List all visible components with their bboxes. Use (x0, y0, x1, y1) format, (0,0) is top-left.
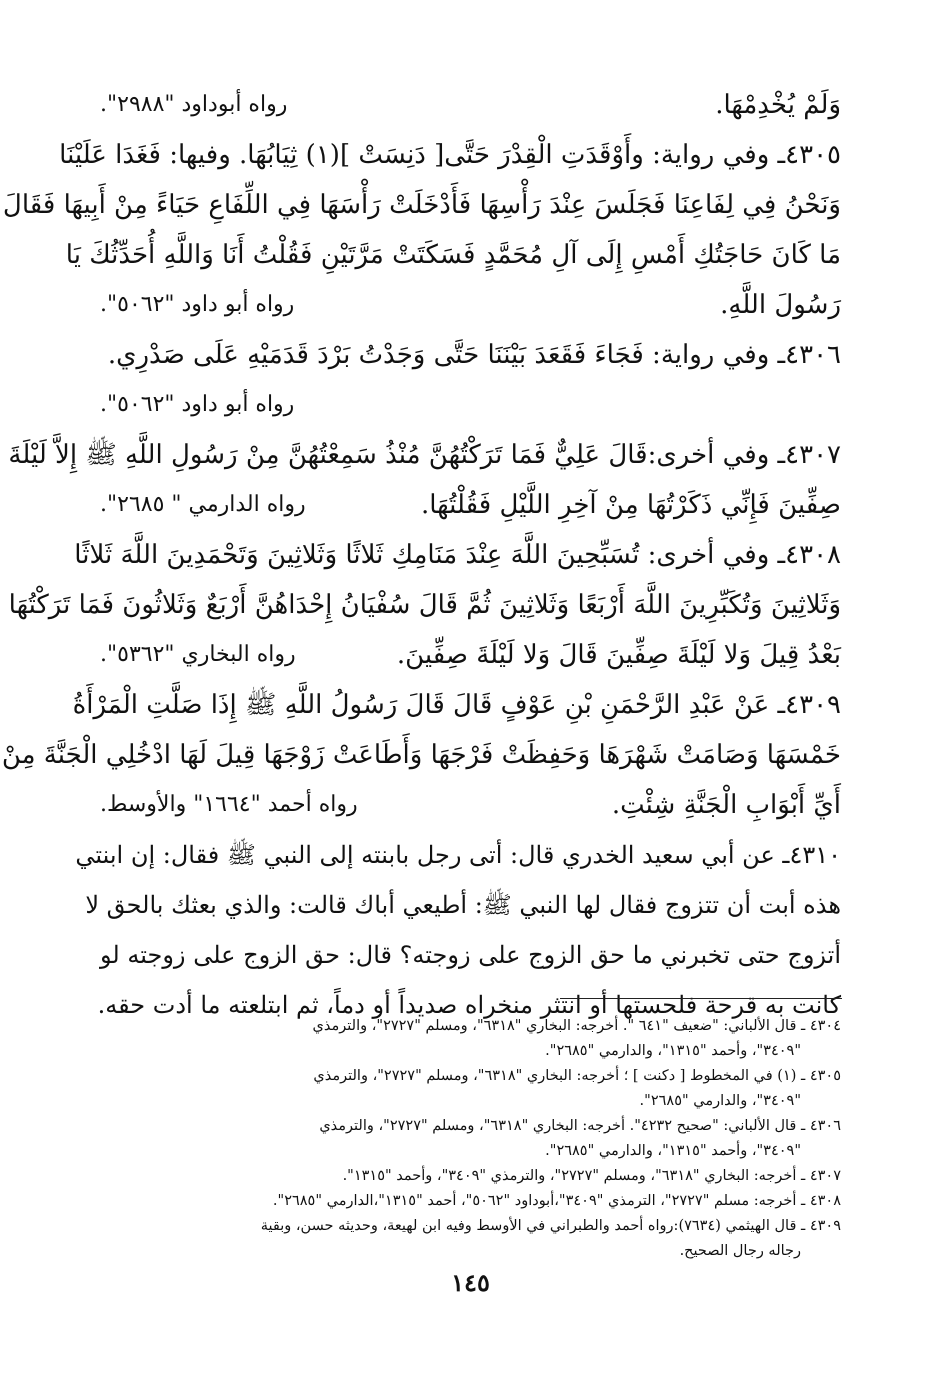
entry-4305-line-1: ٤٣٠٥ـ وفي رواية: وأَوْقَدَتِ الْقِدْرَ حَتَّى[ دَنِسَتْ ](١) ثِيَابُهَا. وفيها: فَغَدَا عَلَيْنَا (59, 140, 841, 170)
footnote-4308-line-1: ٤٣٠٨ ـ أخرجه: مسلم "٢٧٢٧"، الترمذي "٣٤٠٩"،أبوداود "٥٠٦٢"، أحمد "١٣١٥"،الدارمي "٢٦٨٥". (272, 1193, 841, 1209)
hadith-reference: رواه أبو داود "٥٠٦٢". (100, 292, 295, 317)
entry-4305-line-2: وَنَحْنُ فِي لِفَاعِنَا فَجَلَسَ عِنْدَ رَأْسِهَا فَأَدْخَلَتْ رَأْسَهَا فِي اللِّفَاعِ حَيَاءً مِنْ أَبِيهَا فَقَالَ (2, 190, 841, 220)
entry-4308-line-1: ٤٣٠٨ـ وفي أخرى: تُسَبِّحِينَ اللَّهَ عِنْدَ مَنَامِكِ ثَلاثًا وَثَلاثِينَ وَتَحْمَدِينَ اللَّهَ ثَلاثًا (74, 540, 841, 570)
hadith-text: رَسُولَ اللَّهِ. (720, 290, 841, 320)
hadith-reference: رواه أحمد "١٦٦٤" والأوسط. (100, 792, 358, 817)
footnote-4305-line-1: ٤٣٠٥ ـ (١) في المخطوط [ دكنت ] ؛ أخرجه: البخاري "٦٣١٨"، ومسلم "٢٧٢٧"، والترمذي (313, 1068, 841, 1084)
footnote-separator (560, 998, 842, 999)
entry-4309-line-2: خَمْسَهَا وَصَامَتْ شَهْرَهَا وَحَفِظَتْ فَرْجَهَا وَأَطَاعَتْ زَوْجَهَا قِيلَ لَهَا ادْخُلِي الْجَنَّةَ مِنْ (1, 740, 841, 770)
entry-4308-line-2: وَثَلاثِينَ وَتُكَبِّرِينَ اللَّهَ أَرْبَعًا وَثَلاثِينَ ثُمَّ قَالَ سُفْيَانُ إِحْدَاهُنَّ أَرْبَعٌ وَثَلاثُونَ فَمَا تَرَكْتُهَا (8, 590, 841, 620)
footnote-4307-line-1: ٤٣٠٧ ـ أخرجه: البخاري "٦٣١٨"، ومسلم "٢٧٢٧"، والترمذي "٣٤٠٩"، وأحمد "١٣١٥". (342, 1168, 841, 1184)
footnotes (110, 1014, 841, 1264)
hadith-entries (1, 80, 841, 1030)
footnote-4305-line-2: "٣٤٠٩"، والدارمي "٢٦٨٥". (639, 1093, 801, 1109)
footnote-4309-line-2: رجاله رجال الصحيح. (679, 1243, 801, 1259)
hadith-reference: رواه البخاري "٥٣٦٢". (100, 642, 296, 667)
footnote-4306-line-1: ٤٣٠٦ ـ قال الألباني: "صحيح ٤٢٣٢". أخرجه: البخاري "٦٣١٨"، ومسلم "٢٧٢٧"، والترمذي (319, 1118, 841, 1134)
entry-4308-line-3 (100, 630, 841, 680)
entry-4307-line-1: ٤٣٠٧ـ وفي أخرى:قَالَ عَلِيٌّ فَمَا تَرَكْتُهُنَّ مُنْذُ سَمِعْتُهُنَّ مِنْ رَسُولِ اللَّهِ ﷺ إِلاَّ لَيْلَةَ (8, 440, 841, 470)
entry-4309-line-1: ٤٣٠٩ـ عَنْ عَبْدِ الرَّحْمَنِ بْنِ عَوْفٍ قَالَ قَالَ رَسُولُ اللَّهِ ﷺ إِذَا صَلَّتِ الْمَرْأَةُ (72, 690, 841, 720)
footnote-4304-line-2: "٣٤٠٩"، وأحمد "١٣١٥"، والدارمي "٢٦٨٥". (545, 1043, 801, 1059)
hadith-text: صِفِّينَ فَإِنِّي ذَكَرْتُهَا مِنْ آخِرِ اللَّيْلِ فَقُلْتُهَا. (420, 490, 841, 520)
entry-4304-line-1 (100, 80, 841, 130)
footnote-4304-line-1: ٤٣٠٤ ـ قال الألباني: "ضعيف "٦٤١ ". أخرجه: البخاري "٦٣١٨"، ومسلم "٢٧٢٧"، والترمذي (312, 1018, 841, 1034)
entry-4310-line-4: كانت به قرحة فلحستها أو انتثر منخراه صديداً أو دماً، ثم ابتلعته ما أدت حقه. (97, 991, 841, 1019)
entry-4305-line-3: مَا كَانَ حَاجَتُكِ أَمْسِ إِلَى آلِ مُحَمَّدٍ فَسَكَتَتْ مَرَّتَيْنِ فَقُلْتُ أَنَا وَاللَّهِ أُحَدِّثُكَ يَا (65, 240, 841, 270)
hadith-reference: رواه أبو داود "٥٠٦٢". (100, 392, 295, 417)
entry-4306-line-1: ٤٣٠٦ـ وفي رواية: فَجَاءَ فَقَعَدَ بَيْنَنَا حَتَّى وَجَدْتُ بَرْدَ قَدَمَيْهِ عَلَى صَدْرِي. (107, 340, 841, 370)
entry-4310-line-1: ٤٣١٠ـ عن أبي سعيد الخدري قال: أتى رجل بابنته إلى النبي ﷺ فقال: إن ابنتي (75, 841, 841, 869)
entry-4306-line-2 (100, 380, 841, 430)
entry-4310-line-2: هذه أبت أن تتزوج فقال لها النبي ﷺ: أطيعي أباك قالت: والذي بعثك بالحق لا (85, 891, 841, 919)
entry-4309-line-3 (100, 780, 841, 830)
entry-4307-line-2 (100, 480, 841, 530)
hadith-text: وَلَمْ يُخْدِمْهَا. (715, 90, 841, 120)
hadith-reference: رواه الدارمي " ٢٦٨٥". (100, 492, 306, 517)
page-number: ١٤٥ (451, 1268, 490, 1297)
footnote-4306-line-2: "٣٤٠٩"، وأحمد "١٣١٥"، والدارمي "٢٦٨٥". (545, 1143, 801, 1159)
hadith-reference: رواه أبوداود "٢٩٨٨". (100, 92, 288, 117)
hadith-text: أَيِّ أَبْوَابِ الْجَنَّةِ شِئْتِ. (611, 790, 841, 820)
entry-4305-line-4 (100, 280, 841, 330)
footnote-4309-line-1: ٤٣٠٩ ـ قال الهيثمي (٧٦٣٤):رواه أحمد والطبراني في الأوسط وفيه ابن لهيعة، وحديثه حسن، وبقية (260, 1218, 841, 1234)
hadith-text: بَعْدُ قِيلَ وَلا لَيْلَةَ صِفِّينَ قَالَ وَلا لَيْلَةَ صِفِّينَ. (396, 640, 841, 670)
entry-4310-line-3: أتزوج حتى تخبرني ما حق الزوج على زوجته؟ قال: حق الزوج على زوجته لو (100, 941, 841, 969)
